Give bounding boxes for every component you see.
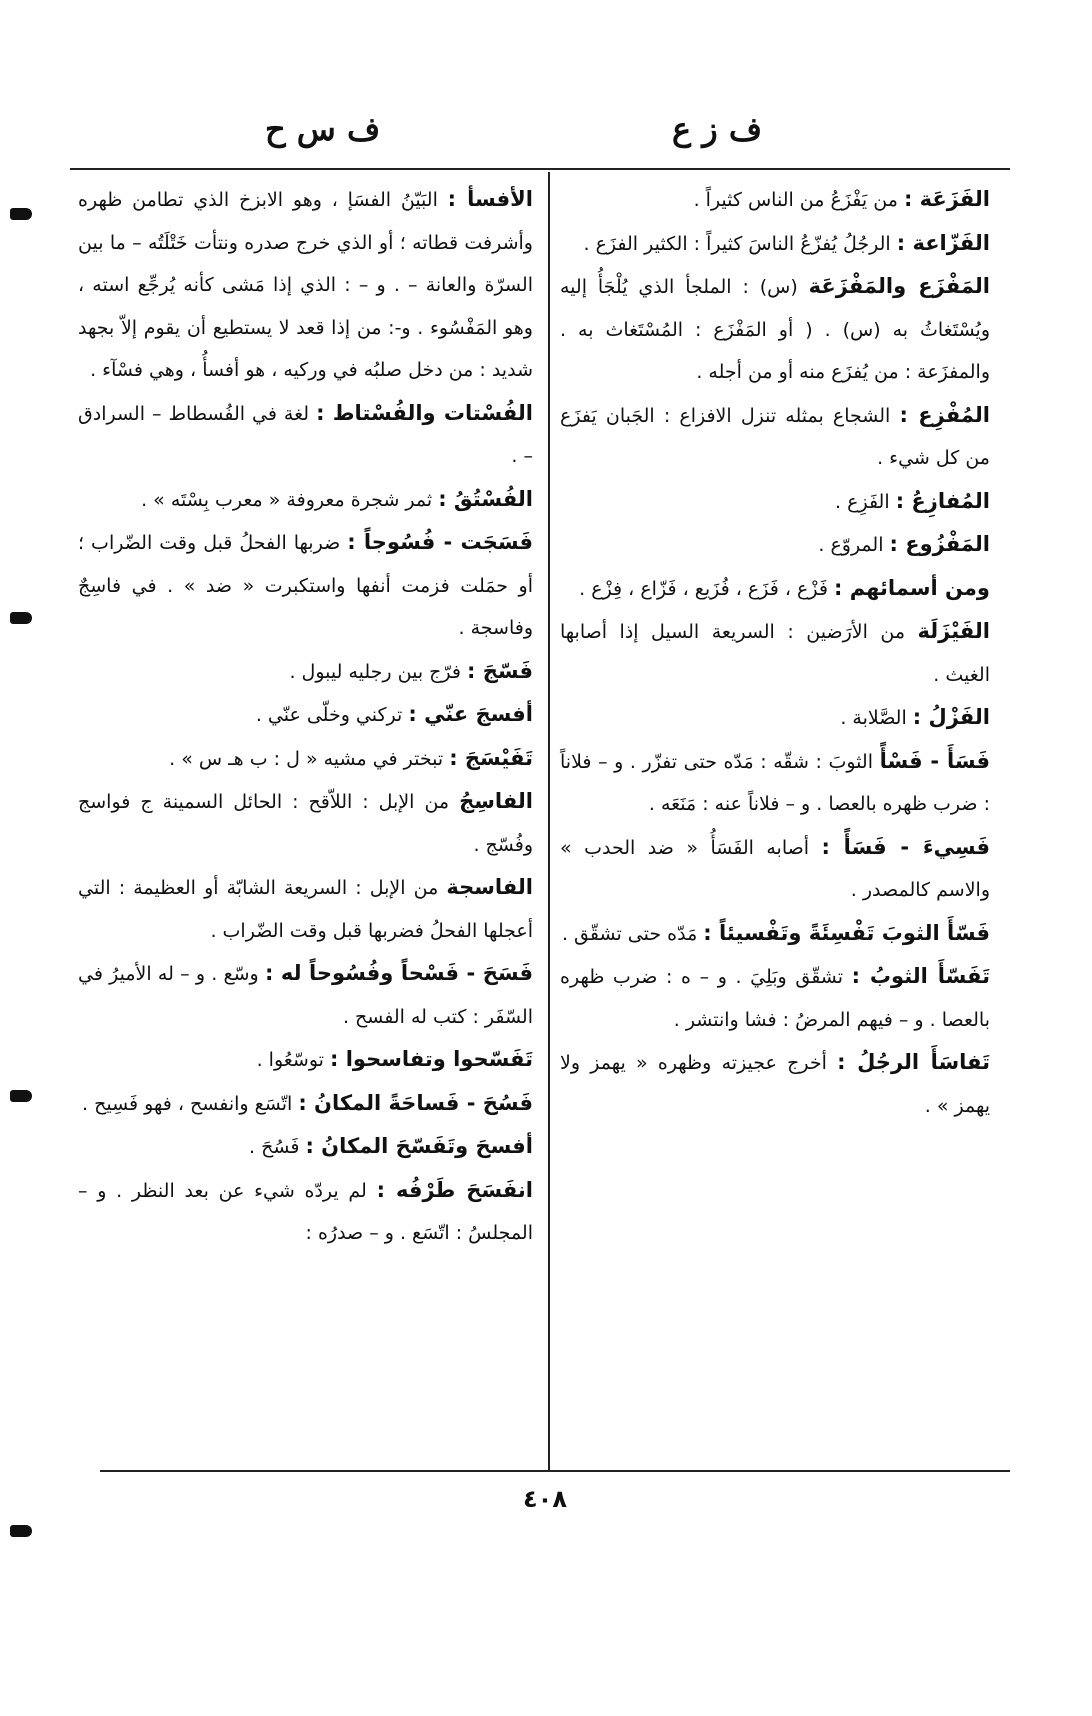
entry-definition: تركني وخلّى عنّي .: [255, 704, 403, 726]
entry-definition: من يَفْزَعُ من الناس كثيراً .: [693, 189, 898, 211]
dictionary-entry: [560, 523, 990, 567]
entry-definition: من الأرَضين : السريعة السيل إذا أصابها الغيث .: [560, 621, 990, 686]
dictionary-entry: [78, 866, 533, 952]
entry-headword: الفُسْتُقُ :: [438, 486, 533, 511]
entry-definition: الفَزِع .: [835, 490, 890, 513]
dictionary-entry: [560, 394, 990, 480]
bottom-rule: [100, 1470, 1010, 1472]
entry-definition: المروّع .: [818, 534, 884, 556]
dictionary-entry: [560, 480, 990, 524]
entry-headword: المُفْزِع :: [899, 402, 990, 427]
entry-definition: فرّج بين رجليه ليبول .: [289, 660, 461, 683]
entry-definition: الرجُلُ يُفزّعُ الناسَ كثيراً : الكثير الفزَع .: [583, 232, 891, 255]
left-column: [78, 178, 533, 1255]
entry-definition: ضربها الفحلُ قبل وقت الضّراب ؛ أو حمَلت فزمت أنفها واستكبرت « ضد » . في فاسِجٌ وفاسجة .: [78, 532, 533, 639]
dictionary-entry: [78, 392, 533, 478]
entry-definition: أصابه الفَسَأُ « ضد الحدب » والاسم كالمصدر .: [560, 836, 990, 901]
entry-headword: تَفاسَأَ الرجُلُ :: [837, 1050, 991, 1074]
entry-definition: (س) : الملجأ الذي يُلْجَأُ إليه ويُسْتَغاثُ به (س) . ( أو المَفْزَع : المُسْتَغاث به . والمفزَعة : من يُفزَع منه أو من أجله .: [560, 276, 990, 383]
entry-definition: فَسُحَ .: [249, 1136, 300, 1158]
dictionary-entry: [560, 567, 990, 611]
entry-headword: أفسحَ وتَفَسّحَ المكانُ :: [305, 1134, 533, 1158]
entry-definition: لغة في الفُسطاط – السرادق – .: [78, 402, 533, 467]
entry-headword: المَفْزُوع :: [889, 532, 990, 556]
right-column: [560, 178, 990, 1127]
entry-definition: الشجاع بمثله تنزل الافزاع : الجَبان يَفزَع من كل شيء .: [560, 404, 990, 469]
dictionary-entry: [78, 178, 533, 392]
entry-definition: من الإبل : السريعة الشابّة أو العظيمة : التي أعجلها الفحلُ فضربها قبل وقت الضّراب .: [78, 877, 533, 942]
entry-headword: فَسَأَ - فَسْأً: [879, 748, 990, 773]
entry-headword: ومن أسمائهم :: [833, 575, 990, 600]
dictionary-entry: [560, 610, 990, 696]
header-root-right: ف ز ع: [672, 110, 762, 148]
entry-definition: لم يردّه شيء عن بعد النظر . و – المجلسُ : اتّسَع . و – صدرُه :: [78, 1179, 533, 1244]
column-divider: [548, 172, 550, 1470]
dictionary-entry: [78, 650, 533, 694]
entry-headword: الفَزَعَة :: [903, 187, 990, 211]
entry-definition: اتّسَع وانفسح ، فهو فَسِيح .: [82, 1092, 293, 1115]
entry-definition: من الإبل : اللاّقح : الحائل السمينة ج فواسج وفُسّج .: [78, 791, 533, 856]
entry-headword: تَفَسّأَ الثوبُ :: [851, 964, 990, 988]
dictionary-entry: [78, 1038, 533, 1082]
top-rule: [70, 168, 1010, 170]
dictionary-entry: [78, 1125, 533, 1169]
margin-mark: [10, 1525, 32, 1537]
entry-definition: مَدّه حتى تشقّق .: [561, 922, 698, 945]
dictionary-entry: [78, 1082, 533, 1126]
entry-headword: تَفَسّحوا وتفاسحوا :: [330, 1047, 533, 1071]
dictionary-entry: [560, 178, 990, 222]
entry-headword: الفاسِجُ: [459, 789, 533, 813]
dictionary-entry: [560, 222, 990, 266]
dictionary-entry: [78, 737, 533, 781]
entry-headword: الفاسجة: [446, 875, 533, 899]
dictionary-entry: [560, 696, 990, 740]
entry-headword: فَسّجَ :: [467, 658, 533, 683]
dictionary-entry: [78, 780, 533, 866]
dictionary-entry: [78, 693, 533, 737]
entry-definition: ثمر شجرة معروفة « معرب بِسْتَه » .: [141, 488, 433, 511]
margin-mark: [10, 208, 32, 220]
entry-headword: تَفَيْسَجَ :: [449, 745, 533, 770]
entry-definition: الصَّلابة .: [840, 707, 907, 729]
entry-headword: الفَزّاعة :: [896, 230, 990, 255]
entry-headword: فَسّأَ الثوبَ تَفْسِئَةً وتَفْسيئاً :: [703, 920, 990, 945]
entry-definition: فَزْع ، فَزَع ، فُزَيع ، فَزّاع ، فِزْع .: [579, 577, 828, 600]
dictionary-entry: [560, 912, 990, 956]
entry-headword: الفَيْزَلَة: [917, 619, 990, 643]
dictionary-entry: [560, 826, 990, 912]
entry-headword: فَسُحَ - فَساحَةً المكانُ :: [298, 1090, 533, 1115]
entry-definition: وسّع . و – له الأميرُ في السّفَر : كتب له الفسح .: [78, 963, 533, 1028]
margin-mark: [10, 1090, 32, 1102]
entry-headword: أفسجَ عنّي :: [408, 702, 533, 726]
entry-headword: الفُسْتات والفُسْتاط :: [316, 400, 533, 425]
dictionary-entry: [560, 955, 990, 1041]
entry-headword: فَسِيءَ - فَسَأً :: [821, 834, 991, 859]
margin-mark: [10, 612, 32, 624]
entry-headword: الأفسأ :: [447, 187, 533, 211]
entry-headword: فَسَجَت - فُسُوجاً :: [347, 530, 533, 554]
entry-definition: البَيّنُ الفسَإ ، وهو الابزخ الذي تطامن ظهره وأشرفت قطاته ؛ أو الذي خرج صدره ونتأت خَتْلَتُه – ما بين السرّة والعانة – . و – : الذي إذا مَشى كأنه يُرجِّع استه ، وهو المَفْسُوء . و-: من إذا قعد لا يستطيع أن يقوم إلاّ بجهد شديد : من دخل صلبُه في وركيه ، هو أفسأُ ، وهي فسْآء .: [78, 189, 533, 381]
dictionary-entry: [78, 952, 533, 1038]
page-number: ٤٠٨: [523, 1485, 567, 1513]
header-root-left: ف س ح: [265, 110, 381, 148]
entry-definition: توسّعُوا .: [256, 1049, 324, 1071]
dictionary-entry: [560, 740, 990, 826]
entry-headword: الفَزْلُ :: [912, 705, 990, 729]
dictionary-entry: [560, 265, 990, 394]
entry-definition: الثوبَ : شقّه : مَدّه حتى تفزّر . و – فلاناً : ضرب ظهره بالعصا . و – فلاناً عنه : مَنَعَه .: [560, 750, 990, 815]
entry-headword: المُفازِعُ :: [895, 488, 990, 513]
dictionary-entry: [78, 478, 533, 522]
dictionary-entry: [78, 1169, 533, 1255]
entry-headword: انفَسَحَ طَرْفُه :: [376, 1177, 533, 1202]
entry-definition: أخرج عجيزته وظهره « يهمز ولا يهمز » .: [560, 1052, 990, 1117]
entry-headword: فَسَحَ - فَسْحاً وفُسُوحاً له :: [264, 961, 533, 985]
entry-definition: تبختر في مشيه « ل : ب هـ س » .: [169, 747, 444, 770]
dictionary-entry: [560, 1041, 990, 1127]
entry-headword: المَفْزَع والمَفْزَعَة: [808, 274, 990, 298]
entry-definition: تشقّق وبَلِيَ . و – ه : ضرب ظهره بالعصا . و – فيهم المرضُ : فشا وانتشر .: [560, 966, 990, 1031]
dictionary-entry: [78, 521, 533, 650]
